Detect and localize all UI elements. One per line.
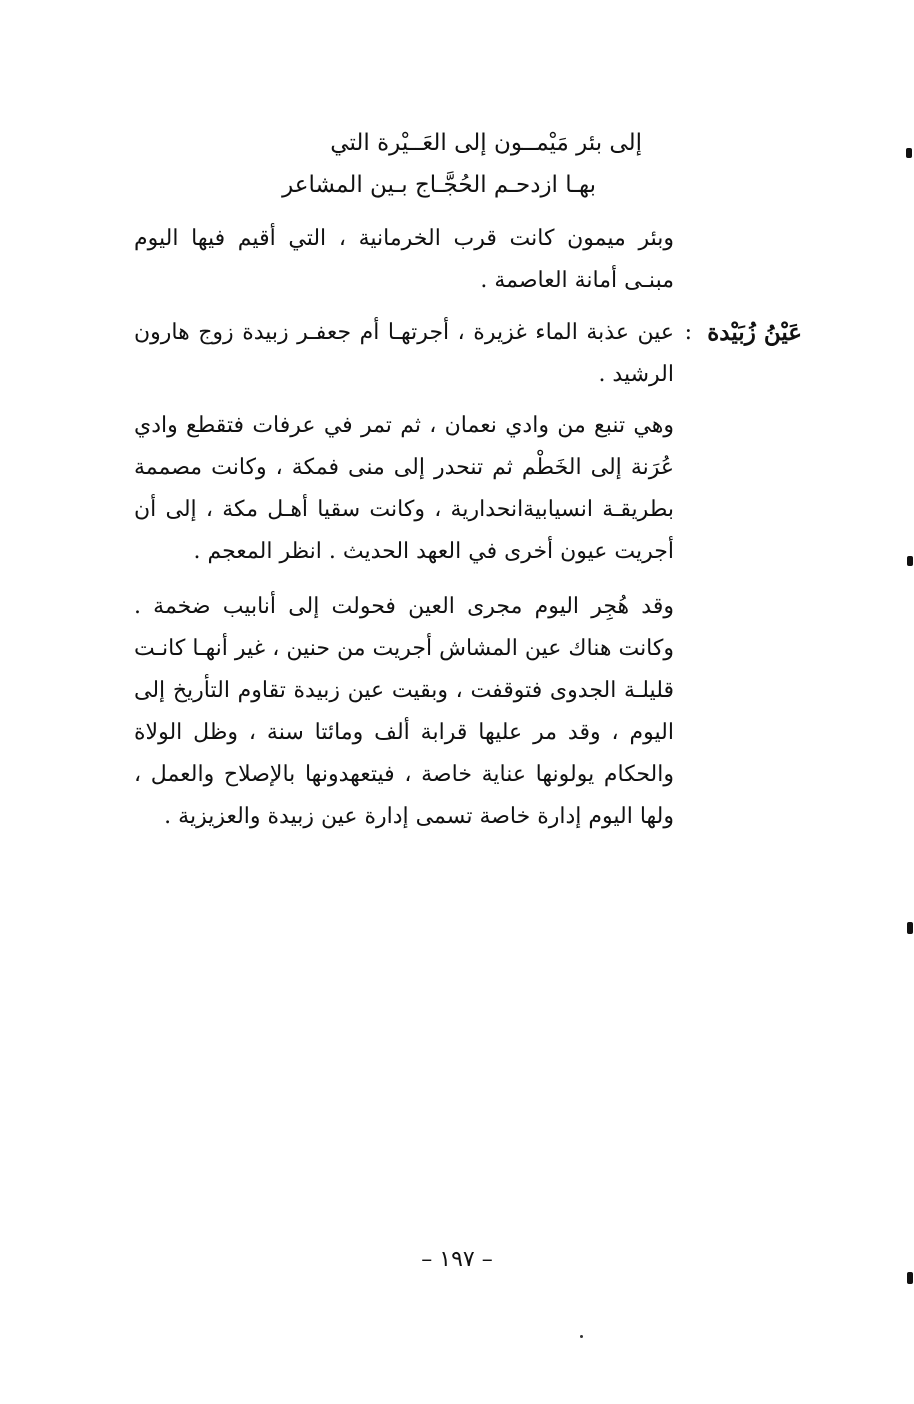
paragraph-history: وقد هُجِر اليوم مجرى العين فحولت إلى أنابيب ضخمة . وكانت هناك عين المشاش أجريت من حنين ، غير أنهـا كانـت قليلـة الجدوى فتوقفت ، وبقيت عين زبيدة تقاوم التأريخ إلى اليوم ، وقد مر عليها قرابة ألف ومائتا سنة ، وظل الولاة والحكام يولونها عناية خاصة ، فيتعهدونها بالإصلاح والعمل ، ولها اليوم إدارة خاصة تسمى إدارة عين زبيدة والعزيزية . xyxy=(134,594,674,829)
paragraph-entry-definition: عين عذبة الماء غزيرة ، أجرتهـا أم جعفـر زبيدة زوج هارون الرشيد . xyxy=(134,320,674,387)
paragraph-source: وهي تنبع من وادي نعمان ، ثم تمر في عرفات فتقطع وادي عُرَنة إلى الخَطْم ثم تنحدر إلى منى فمكة ، وكانت مصممة بطريقـة انسيابيةانحدارية ، وكانت سقيا أهـل مكة ، إلى أن أجريت عيون أخرى في العهد الحديث . انظر المعجم . xyxy=(134,413,674,564)
scan-dot-mark xyxy=(580,1335,583,1338)
verse-line-2: بهـا ازدحـم الحُجَّـاج بـين المشاعر xyxy=(282,172,596,198)
scan-edge-mark xyxy=(907,922,913,934)
entry-colon: : xyxy=(684,320,692,345)
paragraph-bir-maymun: وبئر ميمون كانت قرب الخرمانية ، التي أقيم فيها اليوم مبنـى أمانة العاصمة . xyxy=(134,226,674,293)
verse-line-1: إلى بئر مَيْمــون إلى العَــيْرة التي xyxy=(330,130,642,156)
scan-edge-mark xyxy=(906,148,912,158)
page-number: – ١٩٧ – xyxy=(421,1247,493,1272)
entry-heading: عَيْنُ زُبَيْدة xyxy=(707,319,802,346)
scan-edge-mark xyxy=(907,556,913,566)
scan-edge-mark xyxy=(907,1272,913,1284)
